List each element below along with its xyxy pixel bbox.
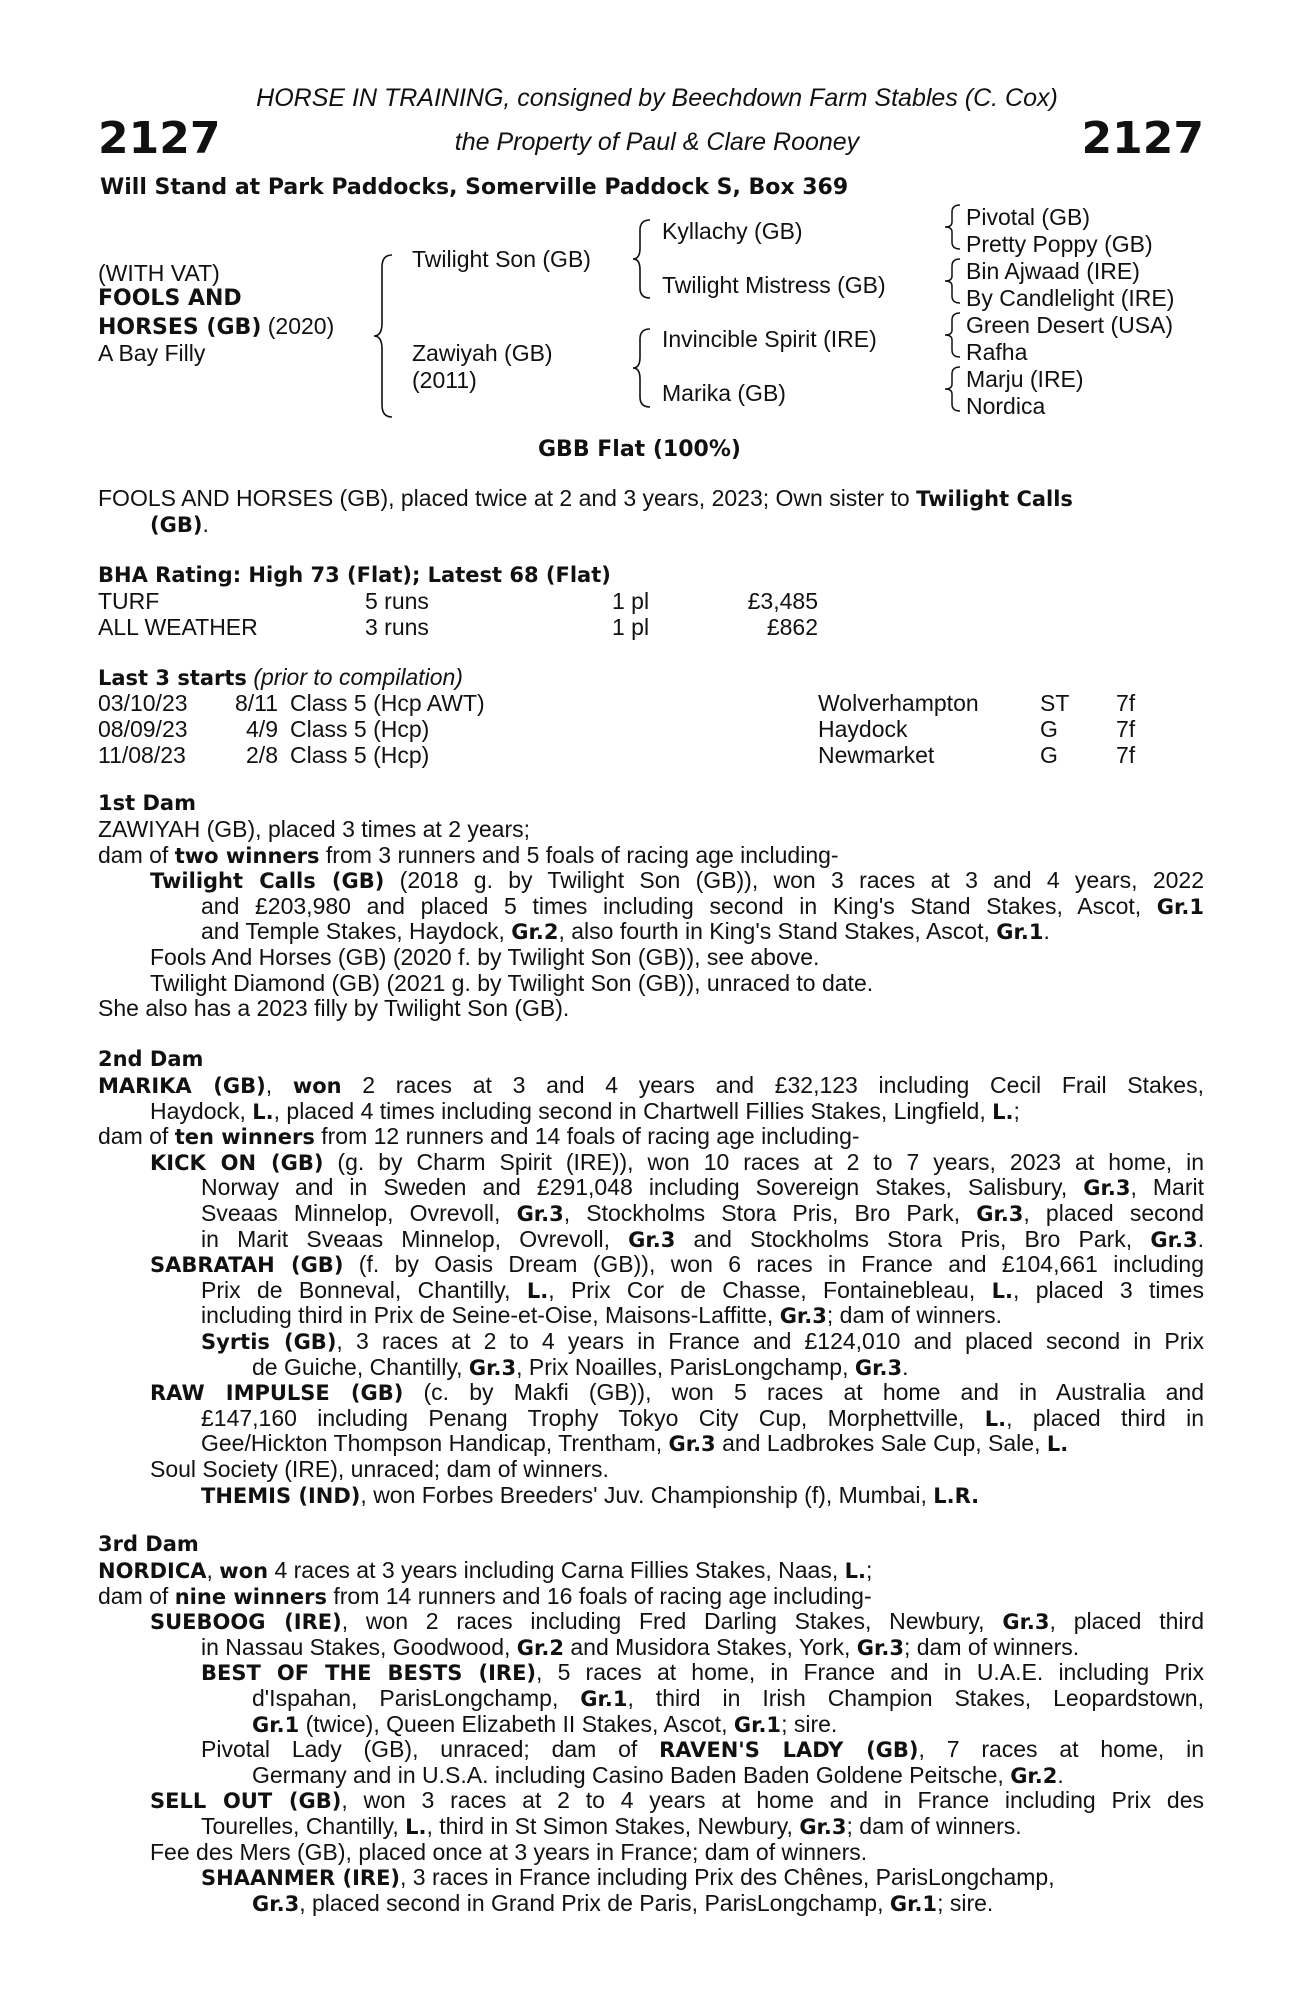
text: (g. by Charm Spirit (IRE)), won 10 races at 2 to 7 years, 2023 at home, in [323,1148,1204,1175]
start-going: G [1040,742,1058,768]
rating-earnings: £862 [766,614,818,640]
dam1-heading: 1st Dam [98,791,196,815]
brace-ss [942,203,964,251]
dam3-line [201,1634,1079,1661]
dam1-line [150,867,1204,893]
text: Pivotal Lady (GB), unraced; dam of [201,1736,660,1763]
dam2-line [201,1302,1002,1329]
bold-text: won [219,1559,269,1583]
dam3-line [252,1890,993,1917]
vat-note: (WITH VAT) [98,260,220,286]
start-class: Class 5 (Hcp) [290,716,430,742]
bold-text: Gr.3 [1083,1176,1131,1201]
start-pos: 2/8 [246,742,278,768]
bold-text: THEMIS (IND) [201,1483,361,1508]
dss: Green Desert (USA) [966,312,1174,338]
bold-text: two winners [174,843,320,868]
text: , placed third in [1006,1404,1204,1431]
dam3-line [201,1864,1055,1891]
dam3-line [201,1736,1204,1762]
text: Prix de Bonneval, Chantilly, [201,1276,527,1303]
text: , Stockholms Stora Pris, Bro Park, [563,1200,977,1226]
text: Sveaas Minnelop, Ovrevoll, [201,1200,517,1226]
text: 4 races at 3 years including Carna Fillies Stakes, Naas, [268,1557,845,1583]
summary-bold: Twilight Calls [916,487,1073,511]
dam2-line [201,1430,1068,1457]
bold-text: SABRATAH (GB) [150,1253,344,1278]
start-course: Wolverhampton [818,690,979,716]
text: (c. by Makfi (GB)), won 5 races at home and in Australia and [403,1379,1204,1406]
bold-text: L. [844,1559,866,1583]
text: ZAWIYAH (GB), placed 3 times at 2 years; [98,816,531,842]
dam1-line [150,944,819,970]
text: and Temple Stakes, Haydock, [201,918,512,945]
bold-text: Gr.3 [976,1202,1024,1226]
bold-text: Gr.1 [580,1687,628,1711]
last-starts-title: Last 3 starts [98,666,247,690]
start-date: 08/09/23 [98,716,188,742]
dam2-line [201,1277,1204,1303]
text: Fools And Horses (GB) (2020 f. by Twilight Son (GB)), see above. [150,944,820,970]
summary-bold2: (GB) [150,513,203,537]
bold-text: Gr.3 [779,1304,827,1329]
dam3-line [201,1659,1204,1685]
dam2-line [150,1098,1020,1125]
text: (f. by Oasis Dream (GB)), won 6 races in France and £104,661 including [343,1251,1204,1278]
dam2-line [201,1226,1204,1252]
dds: Marju (IRE) [966,366,1084,392]
bold-text: Gr.2 [1010,1763,1058,1788]
dam: Zawiyah (GB) [412,340,553,366]
text: and Stockholms Stora Pris, Bro Park, [675,1225,1151,1252]
text: Gee/Hickton Thompson Handicap, Trentham, [201,1430,669,1457]
rating-placed: 1 pl [612,614,650,640]
text: . [1197,1225,1204,1252]
text: from 14 runners and 16 foals of racing age including- [326,1582,872,1609]
text: Germany and in U.S.A. including Casino Baden Baden Goldene Peitsche, [252,1761,1011,1788]
start-date: 03/10/23 [98,690,188,716]
bold-text: L. [992,1099,1014,1124]
consignor-line: HORSE IN TRAINING, consigned by Beechdown Farm Stables (C. Cox) [256,84,1058,112]
bold-text: Twilight Calls (GB) [150,869,385,894]
text: , won 3 races at 2 to 4 years at home and in France including Prix des [341,1787,1204,1814]
text: , 3 races in France including Prix des Chênes, ParisLongchamp, [400,1864,1055,1891]
dam2-line [201,1174,1204,1200]
text: . [1057,1761,1064,1788]
bold-text: nine winners [174,1584,327,1609]
brace-ds [942,311,964,359]
rating-runs: 5 runs [365,588,429,614]
text: , [206,1557,220,1583]
dam1-line [98,816,530,842]
sire-dam: Twilight Mistress (GB) [662,272,886,298]
text: Haydock, [150,1097,253,1124]
text: , Prix Noailles, ParisLongchamp, [516,1353,855,1380]
dam1-line [150,970,873,996]
text: She also has a 2023 filly by Twilight Son (GB). [98,995,570,1022]
start-date: 11/08/23 [98,742,186,768]
text: , won Forbes Breeders' Juv. Championship (f), Mumbai, [360,1481,934,1508]
text: and Musidora Stakes, York, [564,1633,857,1660]
bold-text: Gr.3 [468,1355,517,1380]
dam3-line [252,1762,1064,1789]
dam2-line [201,1328,1204,1354]
text: Soul Society (IRE), unraced; dam of winners. [150,1456,609,1482]
start-going: G [1040,716,1058,742]
bold-text: L.R. [933,1483,980,1508]
brace-sd [942,257,964,305]
start-dist: 7f [1116,742,1136,768]
sss: Pivotal (GB) [966,204,1090,230]
text: , placed 4 times including second in Chartwell Fillies Stakes, Lingfield, [273,1097,993,1124]
bold-text: Gr.3 [628,1227,676,1252]
text: from 12 runners and 14 foals of racing age including- [314,1123,860,1150]
dam2-line [252,1354,908,1381]
brace-sire [630,218,656,300]
text: Tourelles, Chantilly, [201,1813,406,1839]
bold-text: Gr.1 [1156,894,1204,919]
dam2-line [150,1379,1204,1405]
text: ; dam of winners. [826,1302,1003,1329]
text: , 5 races at home, in France and in U.A.E. including Prix [536,1659,1204,1686]
text: , third in St Simon Stakes, Newbury, [426,1813,800,1839]
last-starts-heading [98,664,463,691]
bold-text: BEST OF THE BESTS (IRE) [201,1661,537,1686]
bold-text: L. [984,1406,1007,1431]
dam3-heading: 3rd Dam [98,1532,199,1556]
summary-line1 [98,485,1073,512]
lot-number-left: 2127 [98,113,221,164]
start-pos: 8/11 [234,690,278,716]
horse-name-line1: FOOLS AND [98,286,242,311]
property-line: the Property of Paul & Clare Rooney [454,128,860,156]
dam2-line [150,1456,609,1482]
text: (2018 g. by Twilight Son (GB)), won 3 races at 3 and 4 years, 2022 [384,867,1204,894]
bold-text: Gr.2 [511,920,559,945]
bold-text: L. [991,1278,1013,1303]
start-pos: 4/9 [246,716,278,742]
text: ; sire. [781,1710,838,1737]
text: , also fourth in King's Stand Stakes, Ascot, [558,918,997,945]
start-course: Newmarket [818,742,935,768]
bold-text: KICK ON (GB) [150,1150,324,1175]
text: . [1043,918,1050,945]
text: in Nassau Stakes, Goodwood, [201,1633,517,1660]
text: de Guiche, Chantilly, [252,1353,469,1380]
bold-text: Gr.1 [252,1712,300,1737]
text: , won 2 races including Fred Darling Stakes, Newbury, [341,1608,1003,1635]
brace-dam [630,327,656,409]
text: 2 races at 3 and 4 years and £32,123 including Cecil Frail Stakes, [341,1072,1204,1098]
bold-text: Gr.3 [799,1815,847,1839]
bold-text: RAVEN'S LADY (GB) [659,1738,919,1763]
stand-location: Will Stand at Park Paddocks, Somerville Paddock S, Box 369 [100,175,849,200]
dam1-line [201,918,1050,945]
dam-dam: Marika (GB) [662,380,786,406]
last-starts-note: (prior to compilation) [253,664,463,690]
dam1-line [201,893,1204,919]
start-class: Class 5 (Hcp) [290,742,430,768]
bold-text: Gr.3 [1150,1227,1198,1252]
horse-name-line2-text: HORSES (GB) [98,315,262,340]
text: ; dam of winners. [903,1633,1080,1660]
text: and £203,980 and placed 5 times including second in King's Stand Stakes, Ascot, [201,892,1157,919]
rating-heading: BHA Rating: High 73 (Flat); Latest 68 (Flat) [98,563,611,587]
bold-text: SUEBOOG (IRE) [150,1610,342,1635]
text: Twilight Diamond (GB) (2021 g. by Twilight Son (GB)), unraced to date. [150,969,874,996]
sire-sire: Kyllachy (GB) [662,218,803,244]
text: ; [865,1557,873,1583]
dam-sire: Invincible Spirit (IRE) [662,326,877,352]
bold-text: Syrtis (GB) [201,1330,337,1354]
bold-text: MARIKA (GB) [98,1074,266,1098]
text: . [902,1353,909,1380]
text: in Marit Sveaas Minnelop, Ovrevoll, [201,1225,629,1252]
dam3-line [150,1608,1204,1634]
start-course: Haydock [818,716,908,742]
text: (twice), Queen Elizabeth II Stakes, Ascot, [299,1710,734,1737]
dam1-line [98,842,839,869]
text: d'Ispahan, ParisLongchamp, [252,1685,581,1711]
dsd: Rafha [966,339,1028,365]
text: , third in Irish Champion Stakes, Leopardstown, [627,1685,1204,1711]
bold-text: Gr.3 [1002,1610,1050,1635]
bold-text: RAW IMPULSE (GB) [150,1381,404,1406]
horse-description: A Bay Filly [98,340,206,366]
text: ; dam of winners. [846,1813,1022,1839]
dam2-line [150,1251,1204,1277]
dam2-line [98,1072,1204,1098]
text: , placed third [1049,1608,1204,1635]
dam2-line [201,1482,979,1509]
rating-surface: TURF [98,588,160,614]
gbb-flat: GBB Flat (100%) [538,437,741,462]
bold-text: SELL OUT (GB) [150,1789,342,1814]
text: , placed 3 times [1012,1276,1204,1303]
summary-line2 [150,511,209,538]
text: and Ladbrokes Sale Cup, Sale, [715,1430,1047,1457]
bold-text: Gr.3 [252,1891,300,1916]
rating-surface: ALL WEATHER [98,614,258,640]
dam3-line [98,1557,872,1584]
bold-text: Gr.1 [889,1891,938,1916]
bold-text: Gr.3 [668,1432,716,1457]
ssd: Pretty Poppy (GB) [966,231,1153,257]
text: from 3 runners and 5 foals of racing age including- [319,841,839,868]
horse-name-line2 [98,313,334,341]
text: ; [1013,1097,1020,1124]
bold-text: SHAANMER (IRE) [201,1866,401,1891]
summary-text2: . [202,511,209,537]
dam3-line [150,1787,1204,1813]
bold-text: L. [1046,1432,1069,1457]
start-class: Class 5 (Hcp AWT) [290,690,485,716]
text: dam of [98,1582,175,1609]
summary-text: FOOLS AND HORSES (GB), placed twice at 2 and 3 years, 2023; Own sister to [98,485,917,511]
sire: Twilight Son (GB) [412,246,591,272]
bold-text: NORDICA [98,1559,207,1583]
text: Norway and in Sweden and £291,048 including Sovereign Stakes, Salisbury, [201,1174,1084,1201]
text: including third in Prix de Seine-et-Oise, Maisons-Laffitte, [201,1302,780,1329]
dam2-line [201,1405,1204,1431]
dam2-line [98,1123,860,1150]
bold-text: L. [405,1815,427,1839]
rating-placed: 1 pl [612,588,650,614]
dam3-line [150,1839,867,1865]
rating-earnings: £3,485 [747,588,818,614]
text: ; sire. [937,1889,994,1916]
dam2-heading: 2nd Dam [98,1047,204,1071]
horse-year: (2020) [267,313,335,339]
text: , placed second [1023,1200,1204,1226]
dam3-line [252,1711,837,1738]
bold-text: Gr.3 [516,1202,564,1226]
text: , 3 races at 2 to 4 years in France and £124,010 and placed second in Prix [336,1328,1204,1354]
text: Fee des Mers (GB), placed once at 3 years in France; dam of winners. [150,1838,868,1865]
dam3-line [98,1583,872,1610]
brace-dd [942,365,964,413]
text: dam of [98,1123,175,1150]
bold-text: Gr.3 [856,1635,904,1660]
bold-text: won [292,1074,342,1098]
ddd: Nordica [966,393,1046,419]
start-dist: 7f [1116,716,1136,742]
start-going: ST [1040,690,1070,716]
start-dist: 7f [1116,690,1136,716]
text: , 7 races at home, in [918,1736,1204,1763]
text: , Marit [1130,1174,1204,1201]
lot-number-right: 2127 [1081,113,1204,164]
text: , [265,1072,293,1098]
bold-text: L. [252,1099,274,1124]
bold-text: L. [526,1278,549,1303]
dam2-line [150,1149,1204,1175]
bold-text: ten winners [174,1125,315,1150]
text: , placed second in Grand Prix de Paris, ParisLongchamp, [299,1889,890,1916]
bold-text: Gr.3 [854,1355,903,1380]
dam3-line [201,1813,1022,1840]
bold-text: Gr.1 [733,1712,782,1737]
bold-text: Gr.2 [516,1635,564,1660]
text: dam of [98,841,175,868]
dam1-line [98,995,569,1021]
dam2-line [201,1200,1204,1226]
sdd: By Candlelight (IRE) [966,285,1175,311]
text: £147,160 including Penang Trophy Tokyo City Cup, Morphettville, [201,1404,985,1431]
brace-main [370,253,400,419]
bold-text: Gr.1 [996,920,1044,945]
text: , Prix Cor de Chasse, Fontainebleau, [548,1276,992,1303]
rating-runs: 3 runs [365,614,429,640]
dam-year: (2011) [412,367,477,393]
dam3-line [252,1685,1204,1711]
sds: Bin Ajwaad (IRE) [966,258,1140,284]
